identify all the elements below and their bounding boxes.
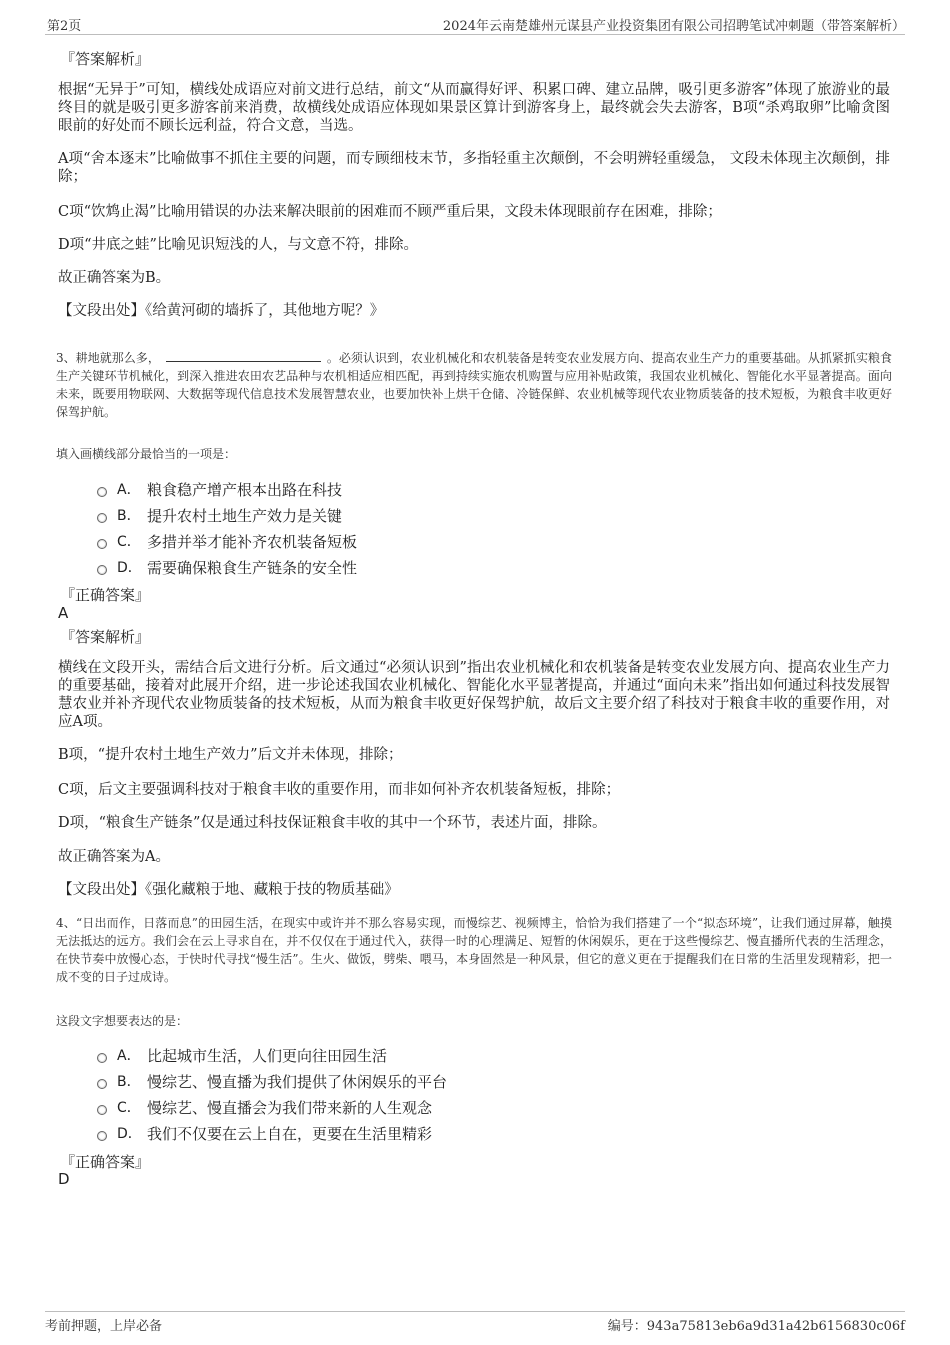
radio-icon[interactable] <box>97 487 107 497</box>
analysis-paragraph: 根据“无异于”可知，横线处成语应对前文进行总结，前文“从而赢得好评、积累口碑、建立品牌，吸引更多游客”体现了旅游业的最终目的就是吸引更多游客前来消费，故横线处成语应体现如果景区算计到游客身上，最终就会失去游客，B项“杀鸡取卵”比喻贪图眼前的好处而不顾长远利益，符合文意，当选。 <box>58 82 890 134</box>
radio-icon[interactable] <box>97 539 107 549</box>
option-a[interactable]: A． 粮食稳产增产根本出路在科技 <box>97 479 342 499</box>
analysis-label: 『答案解析』 <box>60 628 151 646</box>
analysis-paragraph: B项，“提升农村土地生产效力”后文并未体现，排除； <box>58 747 403 763</box>
page-footer <box>45 1311 905 1336</box>
option-b[interactable]: B． 提升农村土地生产效力是关键 <box>97 505 342 525</box>
radio-icon[interactable] <box>97 565 107 575</box>
analysis-label: 『答案解析』 <box>60 50 151 68</box>
analysis-paragraph: C项，后文主要强调科技对于粮食丰收的重要作用，而非如何补齐农机装备短板，排除； <box>58 782 621 798</box>
analysis-paragraph: 横线在文段开头，需结合后文进行分析。后文通过“必须认识到”指出农业机械化和农机装备是转变农业发展方向、提高农业生产力的重要基础，接着对此展开介绍，进一步论述我国农业机械化、智能化水平显著提高，并通过“面向未来”指出如何通过科技发展智慧农业并补齐现代农业物质装备的技术短板，从而为粮食丰收更好保驾护航，故后文主要介绍了科技对于粮食丰收的重要作用，对应A项。 <box>58 660 890 730</box>
analysis-paragraph: C项“饮鸩止渴”比喻用错误的办法来解决眼前的困难而不顾严重后果，文段未体现眼前存在困难，排除； <box>58 204 722 220</box>
source-note: 【文段出处】《给黄河砌的墙拆了，其他地方呢？》 <box>58 303 385 319</box>
correct-answer-label: 『正确答案』 <box>60 586 151 604</box>
footer-slogan: 考前押题，上岸必备 <box>45 1319 163 1334</box>
radio-icon[interactable] <box>97 513 107 523</box>
radio-icon[interactable] <box>97 1105 107 1115</box>
radio-icon[interactable] <box>97 1079 107 1089</box>
correct-answer: D <box>58 1170 70 1188</box>
analysis-conclusion: 故正确答案为B。 <box>58 270 171 286</box>
analysis-paragraph: A项“舍本逐末”比喻做事不抓住主要的问题，而专顾细枝末节，多指轻重主次颠倒，不会明辨轻重缓急， 文段未体现主次颠倒，排除； <box>58 151 890 185</box>
analysis-paragraph: D项“井底之蛙”比喻见识短浅的人，与文意不符，排除。 <box>58 237 418 253</box>
option-c[interactable]: C． 多措并举才能补齐农机装备短板 <box>97 531 357 551</box>
analysis-paragraph: D项，“粮食生产链条”仅是通过科技保证粮食丰收的其中一个环节，表述片面，排除。 <box>58 815 607 831</box>
option-d[interactable]: D． 我们不仅要在云上自在，更要在生活里精彩 <box>97 1123 432 1143</box>
page-header <box>45 14 905 35</box>
correct-answer-label: 『正确答案』 <box>60 1153 151 1171</box>
correct-answer: A <box>58 604 69 622</box>
document-title: 2024年云南楚雄州元谋县产业投资集团有限公司招聘笔试冲刺题（带答案解析） <box>442 19 905 34</box>
option-a[interactable]: A． 比起城市生活，人们更向往田园生活 <box>97 1045 387 1065</box>
option-d[interactable]: D． 需要确保粮食生产链条的安全性 <box>97 557 357 577</box>
question-4-prompt: 这段文字想要表达的是： <box>56 1014 189 1028</box>
question-3-prompt: 填入画横线部分最恰当的一项是： <box>56 447 237 461</box>
document-id: 编号：943a75813eb6a9d31a42b6156830c06f <box>607 1319 905 1334</box>
source-note: 【文段出处】《强化藏粮于地、藏粮于技的物质基础》 <box>58 882 399 898</box>
radio-icon[interactable] <box>97 1053 107 1063</box>
option-b[interactable]: B． 慢综艺、慢直播为我们提供了休闲娱乐的平台 <box>97 1071 447 1091</box>
option-c[interactable]: C． 慢综艺、慢直播会为我们带来新的人生观念 <box>97 1097 432 1117</box>
page-number: 第2页 <box>47 19 82 34</box>
question-3-text: 3、耕地就那么多， 。必须认识到，农业机械化和农机装备是转变农业发展方向、提高农业生产力的重要基础。从抓紧抓实粮食生产关键环节机械化，到深入推进农田农艺品种与农机相适应相匹配，再到持续实施农机购置与应用补贴政策，我国农业机械化、智能化水平显著提高。面向未来，既要用物联网、大数据等现代信息技术发展智慧农业，也要加快补上烘干仓储、冷链保鲜、农业机械等现代农业物质装备的技术短板，为粮食丰收更好保驾护航。 <box>56 351 892 419</box>
question-4-text: 4、“日出而作，日落而息”的田园生活，在现实中或许并不那么容易实现，而慢综艺、视频博主，恰恰为我们搭建了一个“拟态环境”，让我们通过屏幕，触摸无法抵达的远方。我们会在云上寻求自在，并不仅仅在于通过代入，获得一时的心理满足、短暂的休闲娱乐，更在于这些慢综艺、慢直播所代表的生活理念，在快节奏中放慢心态，于快时代寻找“慢生活”。生火、做饭，劈柴、喂马，本身固然是一种风景，但它的意义更在于提醒我们在日常的生活里发现精彩，把一成不变的日子过成诗。 <box>56 916 892 984</box>
fill-blank <box>166 349 321 362</box>
radio-icon[interactable] <box>97 1131 107 1141</box>
analysis-conclusion: 故正确答案为A。 <box>58 849 170 865</box>
